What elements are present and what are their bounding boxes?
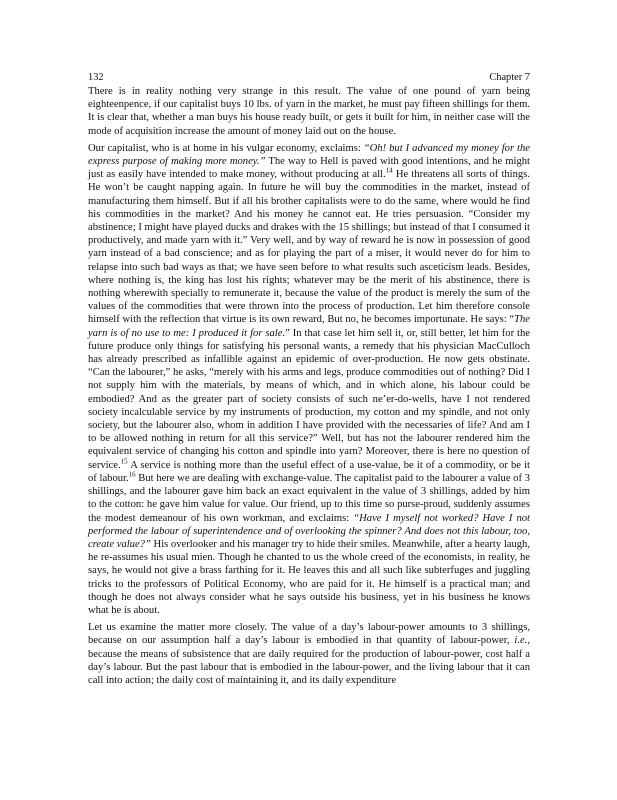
text-run: His overlooker and his manager try to hide their smiles. Meanwhile, after a hearty laugh, he re-assumes his usual mien. Though he chanted to us the whole creed of the economists, in reality, he says, he would not give a brass farthing for it. He leaves this and all such like subterfuges and juggling tricks to the professors of Political Economy, who are paid for it. He himself is a practical man; and though he does not always consider what he says outside his business, yet in his business he knows what he is about. <box>88 538 530 616</box>
text-run: A service is nothing more than the useful effect of a use-value, be it of a commodity, or be it of labour. <box>88 459 530 484</box>
body-text <box>88 85 530 687</box>
page-header <box>88 71 530 84</box>
text-run: Let us examine the matter more closely. The value of a day’s labour-power amounts to 3 shillings, because on our assumption half a day’s labour is embodied in that quantity of labour-power, <box>88 622 530 647</box>
page-number: 132 <box>88 72 104 83</box>
text-run: The way to Hell is paved with good intentions, and he might just as easily have intended to make money, without producing at all. <box>88 156 530 181</box>
footnote-marker: 14 <box>385 166 393 175</box>
paragraph <box>88 142 530 617</box>
text-run: He threatens all sorts of things. He won’t be caught napping again. In future he will buy the commodities in the market, instead of manufacturing them himself. But if all his brother capitalists were to do the same, where would he find his commodities in the market? And his money he cannot eat. He tries persuasion. “Consider my abstinence; I might have played ducks and drakes with the 15 shillings; but instead of that I consumed it productively, and made yarn with it.” Very well, and by way of reward he is now in possession of good yarn instead of a bad conscience; and as for playing the part of a miser, it would never do for him to relapse into such bad ways as that; we have seen before to what results such asceticism leads. Besides, where nothing is, the king has lost his rights; whatever may be the merit of his abstinence, there is nothing wherewith specially to remunerate it, because the value of the product is merely the sum of the values of the commodities that were thrown into the process of production. Let him therefore console himself with the reflection that virtue is its own reward, But no, he becomes importunate. He says: “ <box>88 169 530 326</box>
italic-text: “Oh! but I advanced my money for the express purpose of making more money.” <box>88 142 530 168</box>
text-run: Our capitalist, who is at home in his vulgar economy, exclaims: <box>88 142 364 154</box>
footnote-marker: 16 <box>128 470 136 479</box>
italic-text: i.e. <box>514 635 528 647</box>
text-run: But here we are dealing with exchange-value. The capitalist paid to the labourer a value of 3 shillings, and the labourer gave him back an exact equivalent in the value of 3 shillings, added by him to the cotton: he gave him value for value. Our friend, up to this time so purse-proud, suddenly assumes the modest demeanour of his own workman, and exclaims: <box>88 472 530 524</box>
paragraph <box>88 621 530 687</box>
paragraph <box>88 85 530 138</box>
italic-text: The yarn is of no use to me: I produced it for sale. <box>88 314 530 339</box>
chapter-label: Chapter 7 <box>489 72 530 83</box>
document-page <box>88 71 530 691</box>
text-run: There is in reality nothing very strange in this result. The value of one pound of yarn being eighteenpence, if our capitalist buys 10 lbs. of yarn in the market, he must pay fifteen shillings for them. It is clear that, whether a man buys his house ready built, or gets it built for him, in neither case will the mode of acquisition increase the amount of money laid out on the house. <box>88 86 530 137</box>
footnote-marker: 15 <box>120 457 128 466</box>
text-run: ” In that case let him sell it, or, still better, let him for the future produce only things for satisfying his personal wants, a remedy that his physician MacCulloch has already prescribed as infallible against an epidemic of over-production. He now gets obstinate. “Can the labourer,” he asks, “merely with his arms and legs, produce commodities out of nothing? Did I not supply him with the materials, by means of which, and in which alone, his labour could be embodied? And as the greater part of society consists of such ne’er-do-wells, have I not rendered society incalculable service by my instruments of production, my cotton and my spindle, and not only society, but the labourer also, whom in addition I have provided with the necessaries of life? And am I to be allowed nothing in return for all this service?” Well, but has not the labourer rendered him the equivalent service of changing his cotton and spindle into yarn? Moreover, there is here no question of service. <box>88 327 530 471</box>
text-run: , because the means of subsistence that are daily required for the production of labour-power, cost half a day’s labour. But the past labour that is embodied in the labour-power, and the living labour that it can call into action; the daily cost of maintaining it, and its daily expenditure <box>88 635 530 686</box>
italic-text: “Have I myself not worked? Have I not performed the labour of superintendence and of overlooking the spinner? And does not this labour, too, create value?” <box>88 512 530 550</box>
